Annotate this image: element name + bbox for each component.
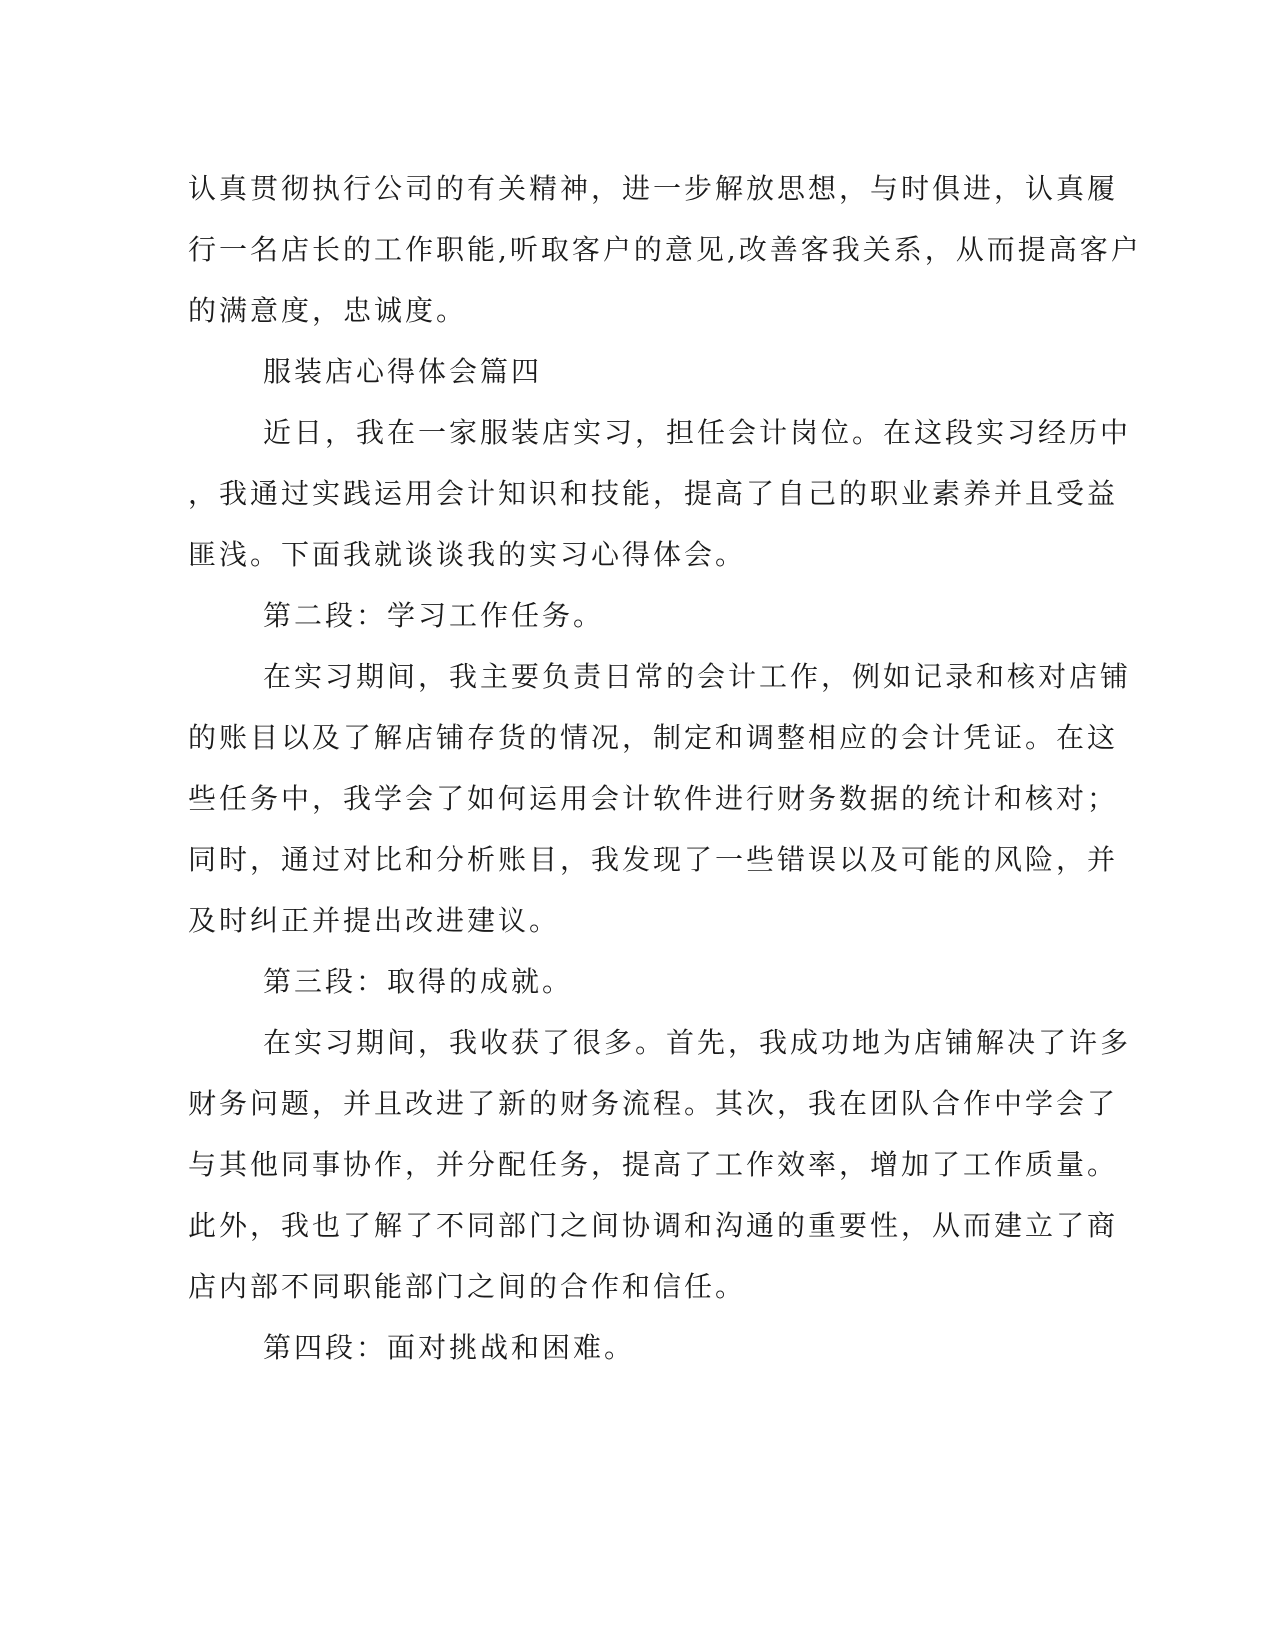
- text-line: 财务问题，并且改进了新的财务流程。其次，我在团队合作中学会了: [188, 1087, 1119, 1120]
- text-line: 的账目以及了解店铺存货的情况，制定和调整相应的会计凭证。在这: [188, 721, 1119, 754]
- text-line: 匪浅。下面我就谈谈我的实习心得体会。: [188, 538, 747, 571]
- text-line: 在实习期间，我收获了很多。首先，我成功地为店铺解决了许多: [263, 1026, 1132, 1059]
- text-line: 在实习期间，我主要负责日常的会计工作，例如记录和核对店铺: [263, 660, 1132, 693]
- text-line: 及时纠正并提出改进建议。: [188, 904, 561, 937]
- text-line: 行一名店长的工作职能,听取客户的意见,改善客我关系，从而提高客户: [188, 233, 1142, 266]
- section-heading: 第四段：面对挑战和困难。: [263, 1331, 636, 1364]
- document-body: [188, 158, 1142, 1378]
- text-line: 与其他同事协作，并分配任务，提高了工作效率，增加了工作质量。: [188, 1148, 1119, 1181]
- section-heading: 第二段：学习工作任务。: [263, 599, 605, 632]
- section-heading: 第三段：取得的成就。: [263, 965, 574, 998]
- text-line: 此外，我也了解了不同部门之间协调和沟通的重要性，从而建立了商: [188, 1209, 1119, 1242]
- text-line: 店内部不同职能部门之间的合作和信任。: [188, 1270, 747, 1303]
- text-line: 近日，我在一家服装店实习，担任会计岗位。在这段实习经历中: [263, 416, 1132, 449]
- section-title: 服装店心得体会篇四: [263, 355, 543, 388]
- text-line: 些任务中，我学会了如何运用会计软件进行财务数据的统计和核对；: [188, 782, 1119, 815]
- text-line: 的满意度，忠诚度。: [188, 294, 468, 327]
- text-line: ，我通过实践运用会计知识和技能，提高了自己的职业素养并且受益: [188, 477, 1119, 510]
- text-line: 同时，通过对比和分析账目，我发现了一些错误以及可能的风险，并: [188, 843, 1119, 876]
- text-line: 认真贯彻执行公司的有关精神，进一步解放思想，与时俱进，认真履: [188, 172, 1119, 205]
